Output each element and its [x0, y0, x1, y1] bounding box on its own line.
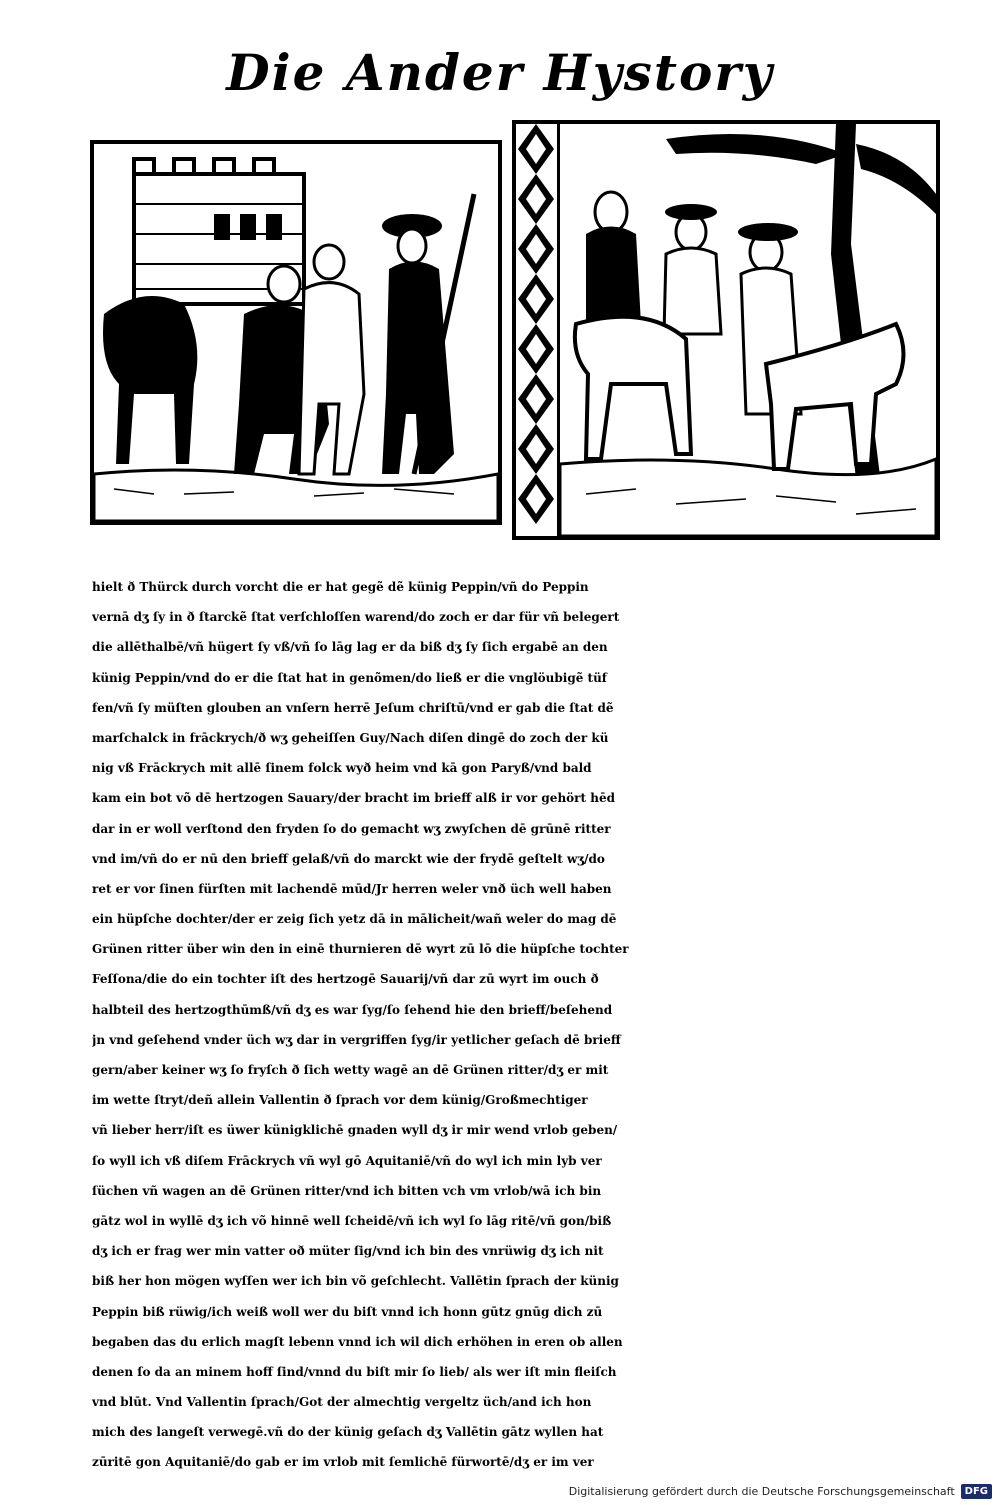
text-line: Grünen ritter über win den in einē thurnieren dē wyrt zū lō die hüpſche tochter: [92, 942, 629, 957]
text-line: jn vnd geſehend vnder üch wʒ dar in vergriffen ſyg/ir yetlicher geſach dē brieff: [92, 1032, 621, 1047]
text-line: marſchalck in frāckrych/ð wʒ geheiſſen Guy/Nach diſen dingē do zoch der kü: [92, 730, 609, 745]
footer-text: Digitalisierung gefördert durch die Deutsche Forschungsgemeinschaft: [568, 1485, 955, 1498]
text-line: ein hüpſche dochter/der er zeig ſich yetz dā in mālicheit/wañ weler do mag dē: [92, 912, 617, 927]
text-line: im wette ſtryt/deñ allein Vallentin ð ſprach vor dem künig/Großmechtiger: [92, 1093, 588, 1108]
text-line: begaben das du erlich magſt lebenn vnnd ich wil dich erhöhen in eren ob allen: [92, 1334, 623, 1349]
text-line: halbteil des hertzogthūmß/vñ dʒ es war ſyg/ſo ſehend hie den brieff/beſehend: [92, 1002, 613, 1017]
text-line: ſüchen vñ wagen an dē Grünen ritter/vnd ich bitten vch vm vrlob/wā ich bin: [92, 1183, 602, 1198]
text-line: vernā dʒ ſy in ð ſtarckẽ ſtat verſchloſſen warend/do zoch er dar für vñ belegert: [92, 610, 620, 625]
woodcut-scene-left: [94, 144, 498, 521]
text-line: dar in er woll verſtond den fryden ſo do gemacht wʒ zwyſchen dē grūnē ritter: [92, 821, 611, 836]
woodcut-scene-right: [516, 124, 936, 536]
dfg-logo-icon: DFG: [961, 1484, 992, 1499]
text-line: kam ein bot võ dē hertzogen Sauary/der bracht im brieff alß ir vor gehört hēd: [92, 791, 615, 806]
text-line: die allēthalbē/vñ hügert ſy vß/vñ ſo lāg lag er da biß dʒ ſy ſich ergabē an den: [92, 640, 608, 655]
text-line: ret er vor ſinen fürſten mit lachendē mūd/Jr herren weler vnð üch well haben: [92, 881, 612, 896]
text-line: mich des langeſt verwegē.vñ do der künig geſach dʒ Vallētin gātz wyllen hat: [92, 1425, 604, 1440]
text-line: ſo wyll ich vß diſem Frāckrych vñ wyl gō Aquitaniē/vñ do wyl ich min lyb ver: [92, 1153, 602, 1168]
text-line: vnd im/vñ do er nū den brieff gelaß/vñ do marckt wie der frydē geſtelt wʒ/do: [92, 851, 605, 866]
text-line: vnd blūt. Vnd Vallentin ſprach/Got der almechtig vergeltz üch/and ich hon: [92, 1395, 592, 1410]
text-line: denen ſo da an minem hoff ſind/vnnd du biſt mir ſo lieb/ als wer iſt min fleiſch: [92, 1364, 617, 1379]
text-line: zūritē gon Aquitaniē/do gab er im vrlob mit ſemlichē fürwortē/dʒ er im ver: [92, 1455, 594, 1470]
text-line: fen/vñ ſy müſten glouben an vnſern herrē Jeſum chriſtū/vnd er gab die ſtat dẽ: [92, 700, 614, 715]
body-text: [92, 572, 952, 1478]
text-line: gern/aber keiner wʒ ſo fryſch ð ſich wetty wagē an dē Grünen ritter/dʒ er mit: [92, 1063, 609, 1077]
text-line: biß her hon mögen wyſſen wer ich bin võ geſchlecht. Vallētin ſprach der künig: [92, 1274, 619, 1289]
text-line: hielt ð Thürck durch vorcht die er hat gegẽ dẽ künig Peppin/vñ do Peppin: [92, 580, 589, 594]
text-line: gātz wol in wyllē dʒ ich võ hinnē well ſcheidē/vñ ich wyl ſo lāg ritē/vñ gon/biß: [92, 1213, 612, 1228]
woodcut-illustration-left: [90, 140, 502, 525]
text-line: Feſſona/die do ein tochter iſt des hertzogē Sauarij/vñ dar zū wyrt im ouch ð: [92, 972, 599, 987]
woodcut-illustration-right: [512, 120, 940, 540]
text-line: dʒ ich er frag wer min vatter oð müter ſig/vnd ich bin des vnrüwig dʒ ich nit: [92, 1244, 604, 1259]
digitization-footer: [569, 1484, 992, 1499]
page-title: Die Ander Hystory: [226, 43, 774, 102]
text-line: künig Peppin/vnd do er die ſtat hat in genõmen/do ließ er die vnglöubigẽ tüf: [92, 670, 607, 685]
text-line: nig vß Frāckrych mit allē ſinem folck wyð heim vnd kā gon Paryß/vnd bald: [92, 761, 592, 776]
text-line: vñ lieber herr/iſt es üwer künigklichē gnaden wyll dʒ ir mir wend vrlob geben/: [92, 1123, 618, 1138]
text-line: Peppin biß rüwig/ich weiß woll wer du biſt vnnd ich honn gūtz gnūg dich zū: [92, 1304, 603, 1319]
